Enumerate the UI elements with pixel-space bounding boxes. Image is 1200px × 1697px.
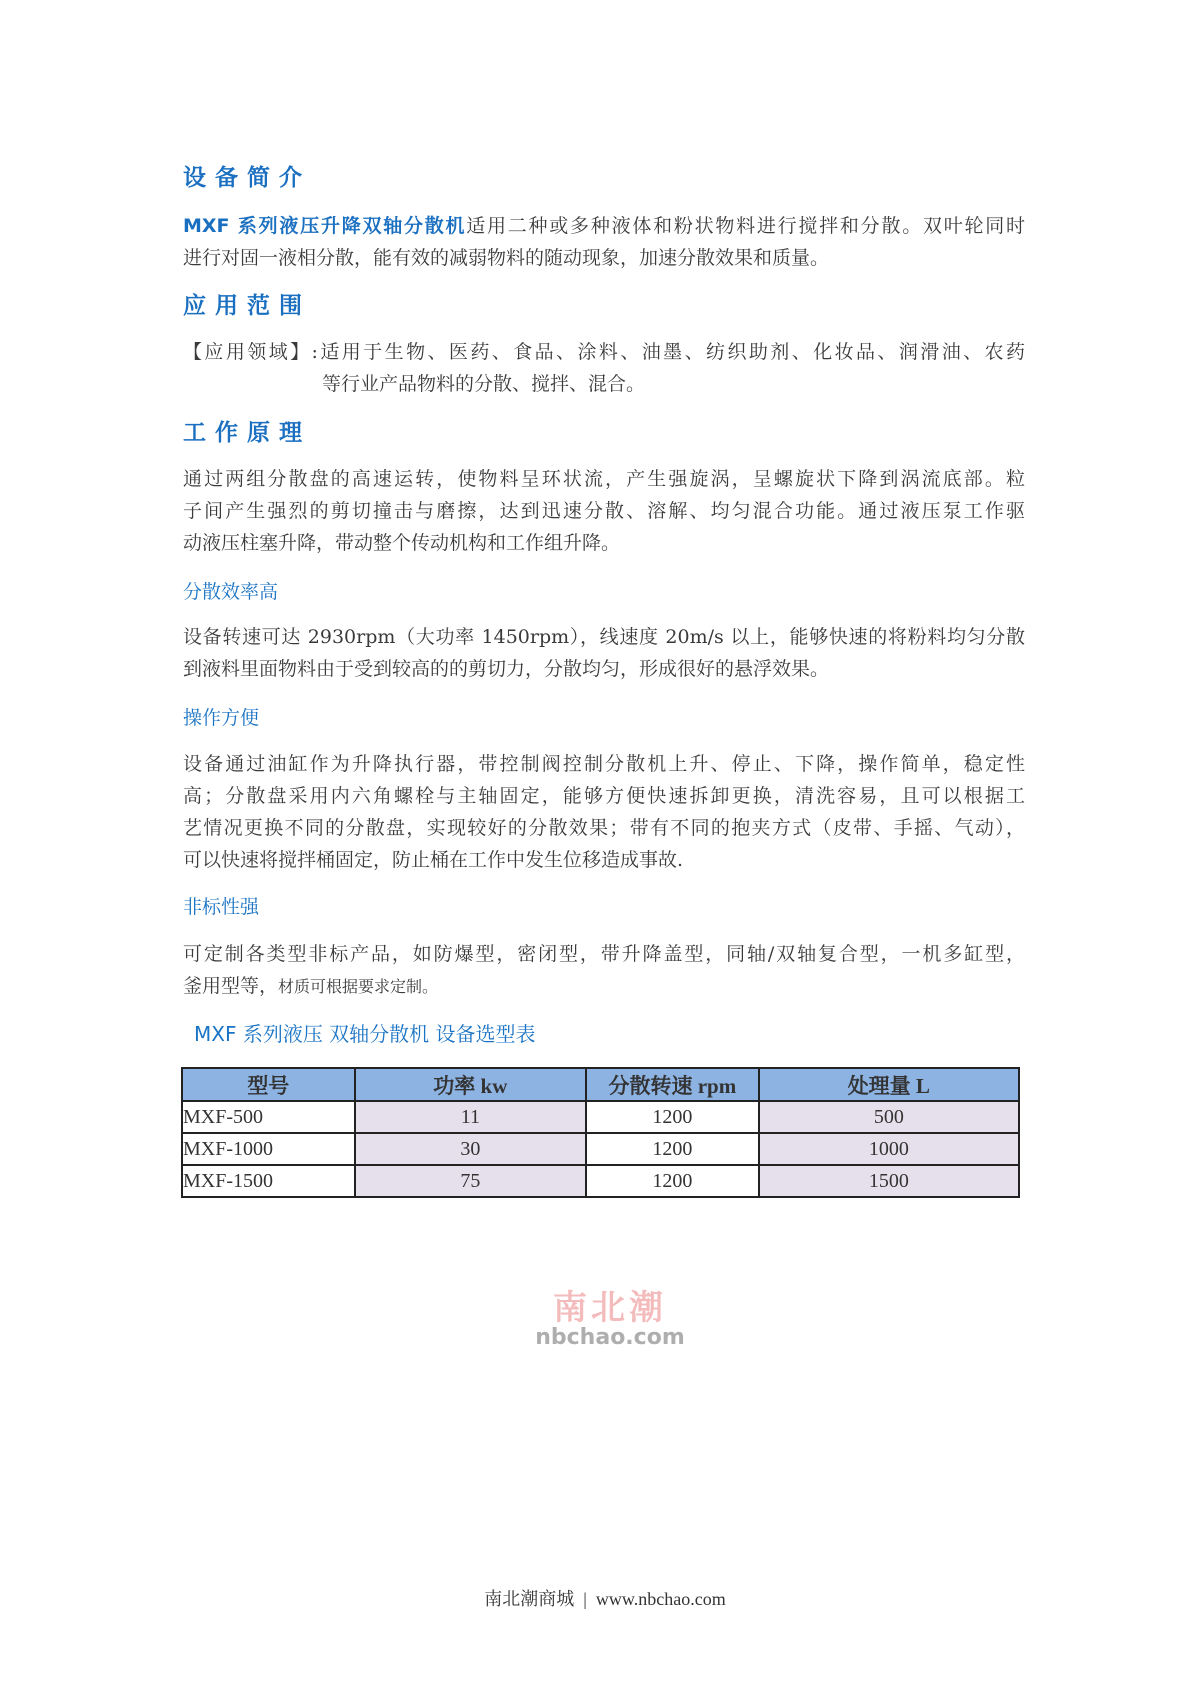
header-model: 型号 [182, 1068, 355, 1101]
application-line-2: 等行业产品物料的分散、搅拌、混合。 [322, 373, 646, 395]
table-row [182, 1133, 1019, 1165]
table-row [182, 1165, 1019, 1197]
header-capacity: 处理量 L [759, 1068, 1019, 1101]
efficiency-heading: 分散效率高 [183, 581, 279, 603]
principle-line: 子间产生强烈的剪切撞击与磨擦，达到迅速分散、溶解、均匀混合功能。通过液压泵工作驱 [183, 500, 1025, 522]
header-power: 功率 kw [355, 1068, 586, 1101]
application-text: 适用于生物、医药、食品、涂料、油墨、纺织助剂、化妆品、润滑油、农药 [317, 341, 1025, 363]
operation-line: 设备通过油缸作为升降执行器，带控制阀控制分散机上升、停止、下降，操作简单，稳定性 [183, 753, 1025, 775]
watermark [520, 1290, 700, 1350]
custom-line-1: 可定制各类型非标产品，如防爆型，密闭型，带升降盖型，同轴/双轴复合型，一机多缸型， [183, 943, 1025, 965]
cell-power: 30 [355, 1133, 586, 1165]
intro-line-1 [183, 210, 1025, 242]
efficiency-line: 设备转速可达 2930rpm（大功率 1450rpm），线速度 20m/s 以上，能够快速的将粉料均匀分散 [183, 626, 1025, 648]
operation-heading: 操作方便 [183, 707, 260, 729]
custom-material-note: 材质可根据要求定制。 [278, 977, 439, 996]
cell-capacity: 1000 [759, 1133, 1019, 1165]
operation-line: 可以快速将搅拌桶固定，防止桶在工作中发生位移造成事故. [183, 849, 684, 871]
product-name: MXF 系列液压升降双轴分散机 [183, 215, 467, 237]
table-title: MXF 系列液压 双轴分散机 设备选型表 [194, 1022, 536, 1046]
operation-line: 高；分散盘采用内六角螺栓与主轴固定，能够方便快速拆卸更换，清洗容易，且可以根据工 [183, 785, 1025, 807]
cell-speed: 1200 [586, 1165, 759, 1197]
principle-line: 通过两组分散盘的高速运转，使物料呈环状流，产生强旋涡，呈螺旋状下降到涡流底部。粒 [183, 468, 1025, 490]
efficiency-line: 到液料里面物料由于受到较高的的剪切力，分散均匀，形成很好的悬浮效果。 [183, 658, 830, 680]
cell-power: 11 [355, 1101, 586, 1133]
intro-line-2: 进行对固一液相分散，能有效的减弱物料的随动现象，加速分散效果和质量。 [183, 247, 830, 269]
watermark-en: nbchao.com [535, 1325, 685, 1350]
table-header-row [182, 1068, 1019, 1101]
custom-text: 釜用型等， [183, 975, 279, 997]
selection-table [181, 1067, 1020, 1198]
operation-line: 艺情况更换不同的分散盘，实现较好的分散效果；带有不同的抱夹方式（皮带、手摇、气动）， [183, 817, 1025, 839]
cell-model: MXF-1500 [182, 1165, 355, 1197]
cell-capacity: 500 [759, 1101, 1019, 1133]
cell-power: 75 [355, 1165, 586, 1197]
cell-model: MXF-1000 [182, 1133, 355, 1165]
table-row [182, 1101, 1019, 1133]
cell-capacity: 1500 [759, 1165, 1019, 1197]
principle-heading: 工作原理 [183, 420, 311, 446]
custom-line-2 [183, 970, 1025, 1002]
application-line-1 [183, 336, 1025, 368]
intro-text: 适用二种或多种液体和粉状物料进行搅拌和分散。双叶轮同时 [466, 215, 1025, 237]
cell-speed: 1200 [586, 1101, 759, 1133]
application-heading: 应用范围 [183, 293, 311, 319]
custom-heading: 非标性强 [183, 896, 260, 918]
principle-line: 动液压柱塞升降，带动整个传动机构和工作组升降。 [183, 532, 621, 554]
cell-speed: 1200 [586, 1133, 759, 1165]
header-speed: 分散转速 rpm [586, 1068, 759, 1101]
intro-heading: 设备简介 [183, 165, 311, 191]
application-label: 【应用领域】: [183, 341, 318, 363]
watermark-cn: 南北潮 [553, 1288, 667, 1328]
cell-model: MXF-500 [182, 1101, 355, 1133]
footer: 南北潮商城 | www.nbchao.com [484, 1589, 726, 1609]
